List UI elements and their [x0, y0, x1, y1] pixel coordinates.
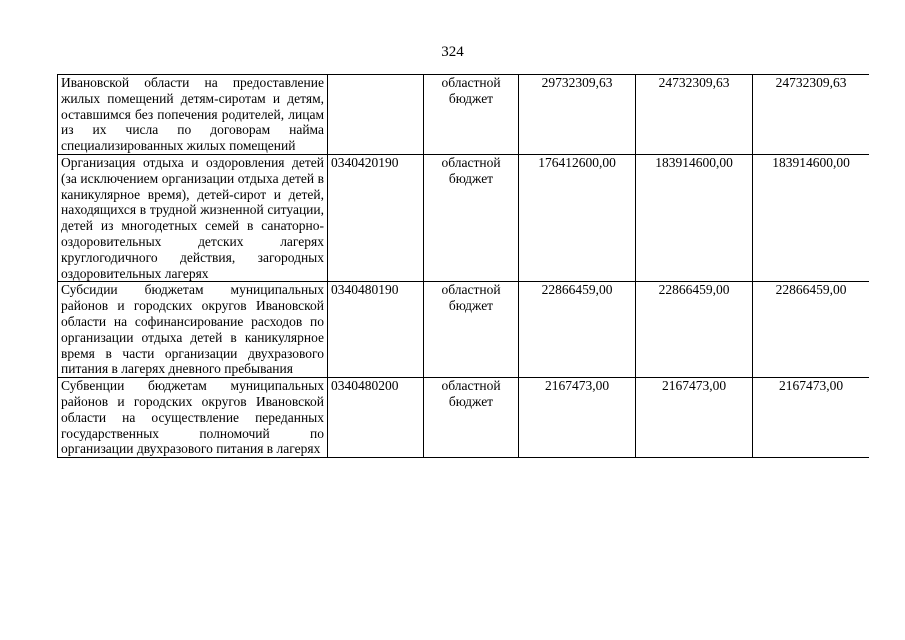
table-row — [58, 75, 870, 155]
row-amount-year3: 2167473,00 — [753, 378, 870, 458]
row-amount-year3: 22866459,00 — [753, 282, 870, 378]
row-code: 0340480190 — [328, 282, 424, 378]
row-amount-year2: 24732309,63 — [636, 75, 753, 155]
row-description: Организация отдыха и оздоровления детей (за исключением организации отдыха детей в каникулярное время), детей-сирот и детей, находящихся в трудной жизненной ситуации, детей из многодетных семей в санаторно-оздоровительных детских лагерях круглогодичного действия, загородных оздоровительных лагерях — [58, 154, 328, 281]
table-row — [58, 282, 870, 378]
budget-table — [57, 74, 869, 458]
row-amount-year1: 2167473,00 — [519, 378, 636, 458]
row-description: Субвенции бюджетам муниципальных районов и городских округов Ивановской области на осуществление переданных государственных полномочий по организации двухразового питания в лагерях — [58, 378, 328, 458]
row-description: Ивановской области на предоставление жилых помещений детям-сиротам и детям, оставшимся без попечения родителей, лицам из их числа по договорам найма специализированных жилых помещений — [58, 75, 328, 155]
row-amount-year2: 2167473,00 — [636, 378, 753, 458]
row-source: областной бюджет — [424, 378, 519, 458]
row-description: Субсидии бюджетам муниципальных районов и городских округов Ивановской области на софинансирование расходов по организации отдыха детей в каникулярное время в части организации двухразового питания в лагерях дневного пребывания — [58, 282, 328, 378]
table-row — [58, 378, 870, 458]
budget-table-container — [57, 74, 869, 640]
row-source: областной бюджет — [424, 282, 519, 378]
row-amount-year1: 29732309,63 — [519, 75, 636, 155]
row-amount-year1: 176412600,00 — [519, 154, 636, 281]
row-amount-year3: 24732309,63 — [753, 75, 870, 155]
row-source: областной бюджет — [424, 75, 519, 155]
row-code: 0340420190 — [328, 154, 424, 281]
row-amount-year2: 183914600,00 — [636, 154, 753, 281]
row-source: областной бюджет — [424, 154, 519, 281]
row-code: 0340480200 — [328, 378, 424, 458]
row-amount-year1: 22866459,00 — [519, 282, 636, 378]
row-amount-year2: 22866459,00 — [636, 282, 753, 378]
row-code — [328, 75, 424, 155]
page-number: 324 — [441, 44, 464, 60]
row-amount-year3: 183914600,00 — [753, 154, 870, 281]
table-row — [58, 154, 870, 281]
